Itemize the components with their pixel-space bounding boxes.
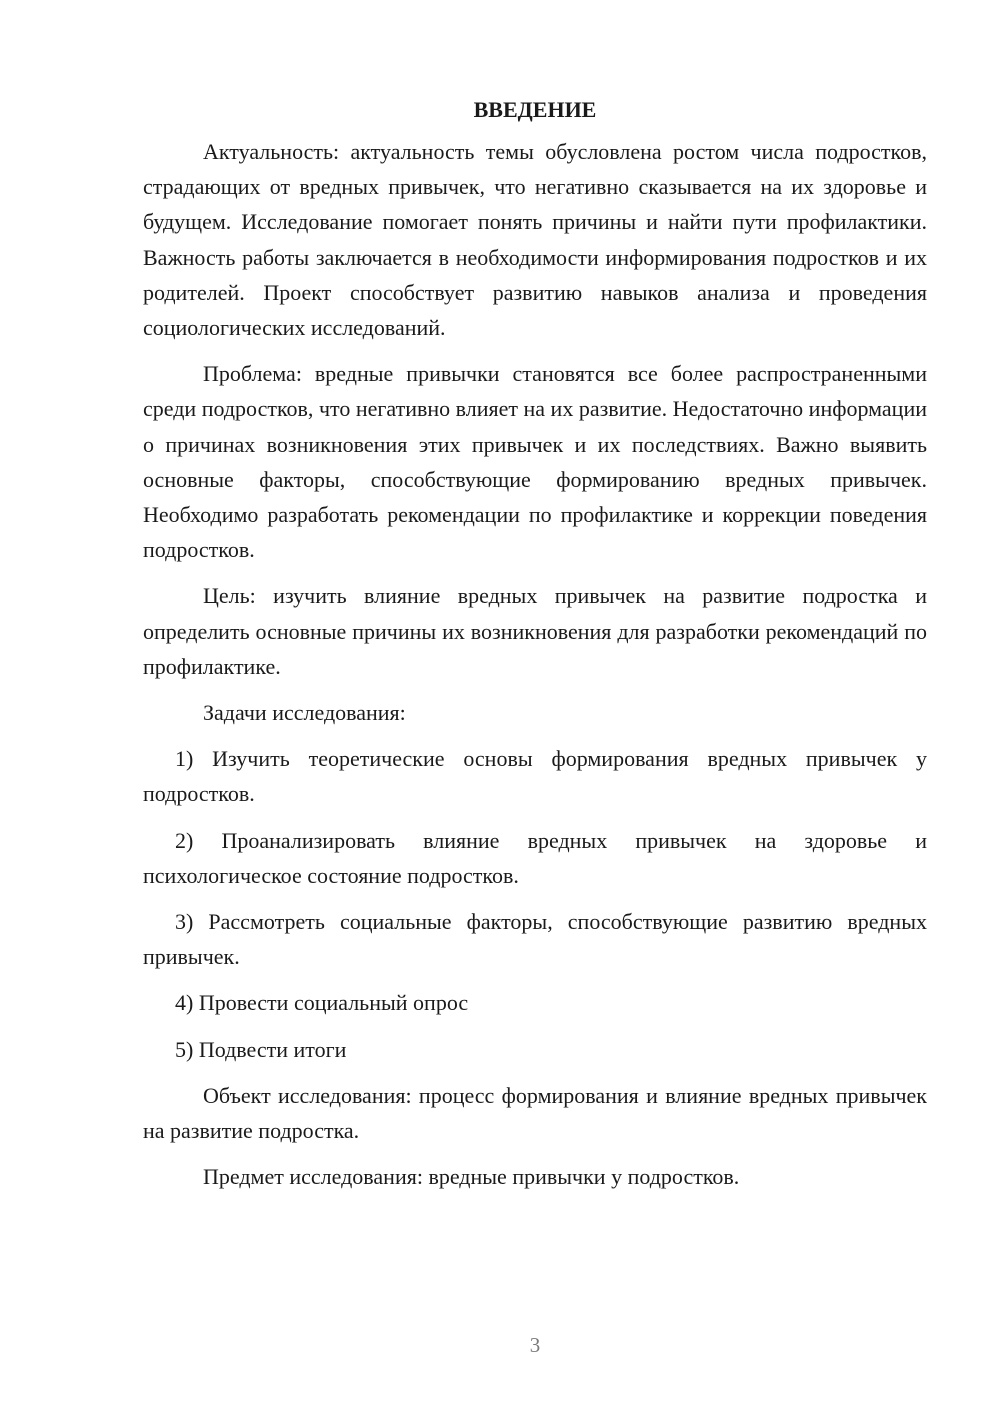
research-subject-paragraph: Предмет исследования: вредные привычки у подростков. — [203, 1164, 740, 1190]
task-item-5: 5) Подвести итоги — [175, 1036, 347, 1062]
task-item-3: 3) Рассмотреть социальные факторы, способствующие развитию вредных привычек. — [143, 909, 927, 970]
section-title: ВВЕДЕНИЕ — [473, 97, 597, 122]
task-item-2: 2) Проанализировать влияние вредных привычек на здоровье и психологическое состояние подростков. — [143, 827, 927, 888]
tasks-heading: Задачи исследования: — [203, 700, 406, 726]
document-page — [143, 94, 927, 1205]
task-item-1: 1) Изучить теоретические основы формирования вредных привычек у подростков. — [143, 746, 927, 807]
problem-paragraph: Проблема: вредные привычки становятся все более распространенными среди подростков, что негативно влияет на их развитие. Недостаточно информации о причинах возникновения этих привычек и их последствиях. Важно выявить основные факторы, способствующие формированию вредных привычек. Необходимо разработать рекомендации по профилактике и коррекции поведения подростков. — [143, 361, 927, 563]
page-number: 3 — [529, 1333, 541, 1357]
task-item-4: 4) Провести социальный опрос — [175, 990, 469, 1016]
relevance-paragraph: Актуальность: актуальность темы обусловлена ростом числа подростков, страдающих от вредных привычек, что негативно сказывается на их здоровье и будущем. Исследование помогает понять причины и найти пути профилактики. Важность работы заключается в необходимости информирования подростков и их родителей. Проект способствует развитию навыков анализа и проведения социологических исследований. — [143, 139, 927, 341]
goal-paragraph: Цель: изучить влияние вредных привычек на развитие подростка и определить основные причины их возникновения для разработки рекомендаций по профилактике. — [143, 583, 927, 679]
research-object-paragraph: Объект исследования: процесс формирования и влияние вредных привычек на развитие подростка. — [143, 1082, 927, 1144]
